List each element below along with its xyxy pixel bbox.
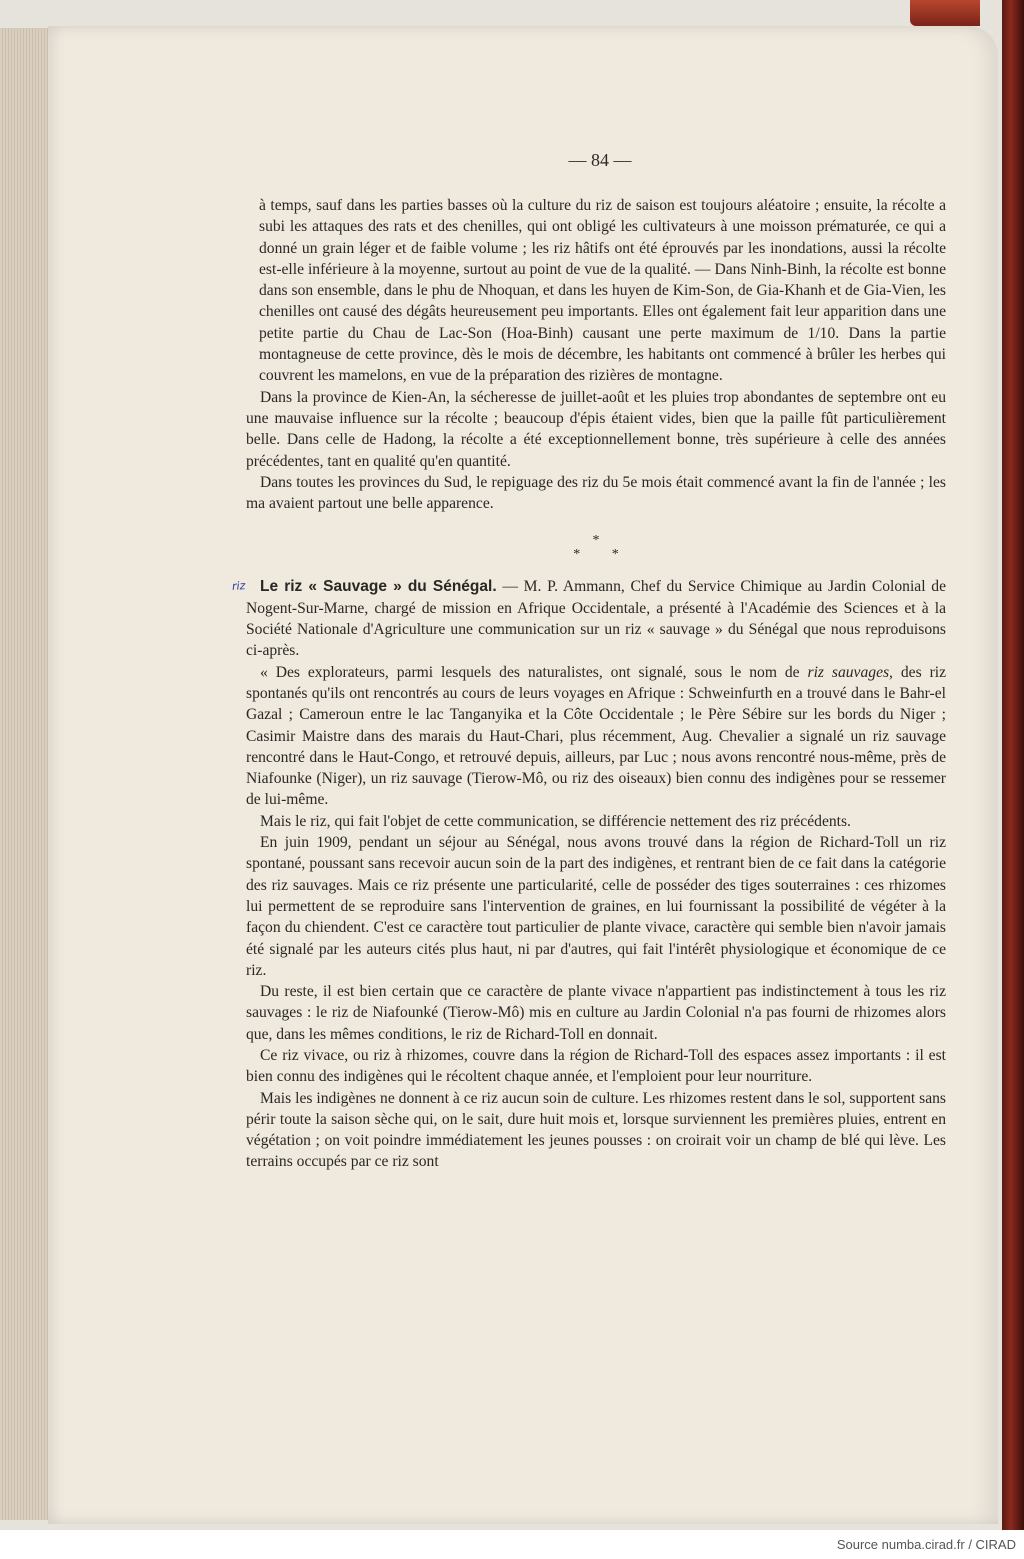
italic-term: riz sauvages, (807, 663, 893, 681)
handwritten-margin-note: riz (231, 579, 246, 594)
page-body (231, 195, 947, 1173)
section-separator (246, 534, 946, 562)
source-credit: Source numba.cirad.fr / CIRAD (836, 1537, 1016, 1552)
article-intro (231, 576, 946, 661)
paragraph: Ce riz vivace, ou riz à rhizomes, couvre dans la région de Richard-Toll des espaces assez importants : il est bien connu des indigènes qui le récoltent chaque année, et l'emploient pour leur nourriture. (246, 1046, 946, 1086)
asterisk-top: * (592, 533, 600, 549)
paragraph: à temps, sauf dans les parties basses où la culture du riz de saison est toujours aléatoire ; ensuite, la récolte a subi les attaques des rats et des chenilles, qui ont obligé les cultivateurs à une moisson prématurée, ce qui a donné un grain léger et de faible volume ; les riz hâtifs ont été éprouvés par les inondations, aussi la récolte est-elle inférieure à la moyenne, surtout au point de vue de la qualité. — Dans Ninh-Binh, la récolte est bonne dans son ensemble, dans le phu de Nhoquan, et dans les huyen de Kim-Son, de Gia-Khanh et de Gia-Vien, les chenilles ont causé des dégâts heureusement peu importants. Elles ont également fait leur apparition dans une petite partie du Chau de Lac-Son (Hoa-Binh) causant une perte maximum de 1/10. Dans la partie montagneuse de cette province, dès le mois de décembre, les habitants ont commencé à brûler les herbes qui couvrent les mamelons, en vue de la préparation des rizières de montagne. (259, 197, 946, 385)
book-cover-corner (910, 0, 980, 26)
page-stack-edge (0, 28, 51, 1520)
paragraph: En juin 1909, pendant un séjour au Sénégal, nous avons trouvé dans la région de Richard-Toll un riz spontané, poussant sans recevoir aucun soin de la part des indigènes, et rentrant bien de ce fait dans la catégorie des riz sauvages. Mais ce riz présente une particularité, celle de posséder des tiges souterraines : ces rhizomes lui permettent de se reproduire sans l'intervention de graines, en lui fournissant la possibilité de végéter à la façon du chiendent. C'est ce caractère tout particulier de plante vivace, caractère qui semble bien n'avoir jamais été signalé par les auteurs cités plus haut, ni par d'autres, qui fait l'intérêt physiologique et économique de ce riz. (246, 834, 946, 979)
asterisk-bottom: * * (573, 547, 633, 563)
paragraph-text: « Des explorateurs, parmi lesquels des naturalistes, ont signalé, sous le nom de (260, 663, 808, 681)
paragraph: Mais le riz, qui fait l'objet de cette communication, se différencie nettement des riz précédents. (260, 812, 851, 830)
article-heading: Le riz « Sauvage » du Sénégal. (260, 578, 497, 596)
paragraph: Dans la province de Kien-An, la sécheresse de juillet-août et les pluies trop abondantes de septembre ont eu une mauvaise influence sur la récolte ; beaucoup d'épis étaient vides, bien que la paille fût particulièrement belle. Dans celle de Hadong, la récolte a été exceptionnellement bonne, très supérieure à celle des années précédentes, tant en qualité qu'en quantité. (246, 388, 946, 470)
book-spine (1002, 0, 1024, 1530)
paragraph-text: des riz spontanés qu'ils ont rencontrés au cours de leurs voyages en Afrique : Schweinfurth en a trouvé dans le Bahr-el Gazal ; Cameroun entre le lac Tanganyika et la Côte Occidentale ; le Père Sébire sur les bords du Niger ; Casimir Maistre dans des marais du Haut-Chari, plus récemment, Aug. Chevalier a signalé un riz sauvage rencontré dans le Haut-Congo, et retrouvé depuis, ailleurs, par Luc ; nous avons rencontré nous-même, près de Niafounke (Niger), un riz sauvage (Tierow-Mô, ou riz des oiseaux) bien connu des indigènes pour se ressemer de lui-même. (246, 663, 947, 809)
article-intro-text: — M. P. Ammann, Chef du Service Chimique au Jardin Colonial de Nogent-Sur-Marne, chargé de mission en Afrique Occidentale, a présenté à l'Académie des Sciences et à la Société Nationale d'Agriculture une communication sur un riz « sauvage » du Sénégal que nous reproduisons ci-après. (246, 578, 946, 660)
paragraph (246, 662, 946, 811)
paragraph: Du reste, il est bien certain que ce caractère de plante vivace n'appartient pas indistinctement à tous les riz sauvages : le riz de Niafounké (Tierow-Mô) mis en culture au Jardin Colonial n'a pas fourni de rhizomes alors que, dans les mêmes conditions, le riz de Richard-Toll en donnait. (246, 983, 946, 1043)
page-number: — 84 — (568, 150, 632, 170)
paragraph: Mais les indigènes ne donnent à ce riz aucun soin de culture. Les rhizomes restent dans le sol, supportent sans périr toute la saison sèche qui, on le sait, dure huit mois et, lorsque surviennent les premières pluies, entrent en végétation ; on voit poindre immédiatement les jeunes pousses : on croirait voir un champ de blé qui lève. Les terrains occupés par ce riz sont (246, 1089, 946, 1171)
paragraph: Dans toutes les provinces du Sud, le repiguage des riz du 5e mois était commencé avant la fin de l'année ; les ma avaient partout une belle apparence. (246, 473, 946, 513)
